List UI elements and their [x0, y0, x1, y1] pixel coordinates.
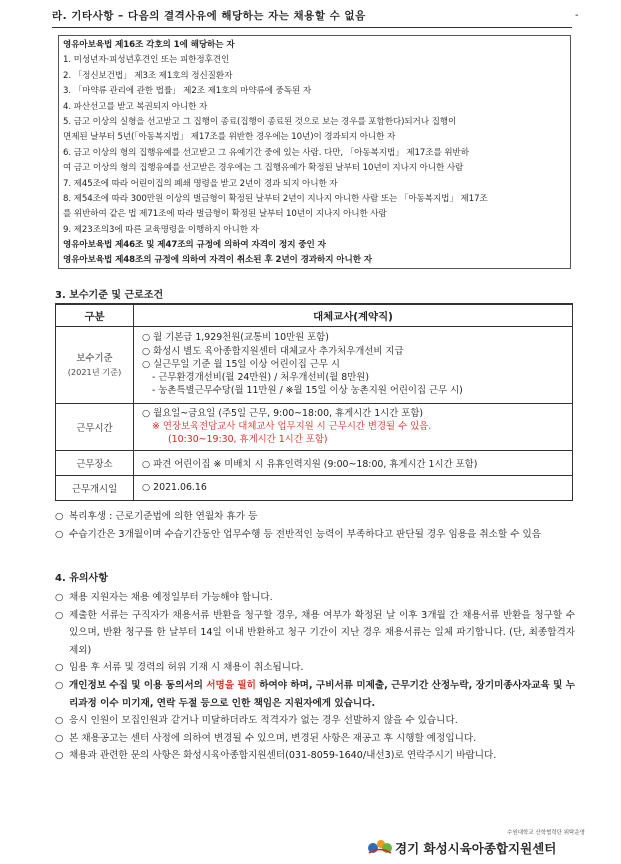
pay-notes — [55, 508, 575, 543]
note-item — [55, 747, 575, 765]
hours-label: 근무시간 — [56, 403, 134, 450]
pay-sublabel: (2021년 기준) — [67, 366, 122, 377]
note-text: 채용과 관련한 문의 사항은 화성시육아종합지원센터(031-8059-1640/내선3)로 연락주시기 바랍니다. — [69, 750, 497, 762]
hours-note-2: (10:30~19:30, 휴게시간 1시간 포함) — [168, 434, 328, 446]
note-privacy-part-b: 하여야 하며, 구비서류 미제출, 근무기간 산정누락, 장기미종사자교육 및 누리과정 이수 미기재, 연락 두절 등으로 인한 책임은 지원자에게 있습니다. — [69, 679, 575, 709]
note-text: 응시 인원이 모집인원과 같거나 미달하더라도 적격자가 없는 경우 선발하지 않을 수 있습니다. — [69, 715, 458, 727]
pay-row — [56, 326, 573, 403]
footer — [0, 828, 621, 864]
disqualification-line: 영유아보육법 제16조 각호의 1에 해당하는 자 — [63, 40, 235, 50]
pay-note-text: 수습기간은 3개월이며 수습기간동안 업무수행 등 전반적인 능력이 부족하다고 판단될 경우 임용을 취소할 수 있음 — [69, 528, 542, 540]
section-heading-other-text: 라. 기타사항 – 다음의 결격사유에 해당하는 자는 채용할 수 없음 — [52, 10, 366, 22]
note-item — [55, 712, 575, 730]
section-heading-other — [52, 8, 572, 28]
pay-line-2: ○ 화성시 별도 육아종합지원센터 대체교사 추가처우개선비 지급 — [142, 345, 404, 357]
bullet-icon: ○ — [55, 715, 64, 727]
notes-list — [55, 589, 575, 765]
disqualification-line: 6. 금고 이상의 형의 집행유예를 선고받고 그 유예기간 중에 있는 사람. 다만, 「아동복지법」 제17조를 위반하 — [63, 147, 469, 158]
note-item — [55, 730, 575, 748]
pay-table-header-row — [56, 304, 573, 326]
note-privacy-part-a: 개인정보 수집 및 이용 동의서의 — [69, 679, 207, 691]
col-header-substitute-teacher: 대체교사(계약직) — [134, 304, 573, 326]
disqualification-line: 여 금고 이상의 형의 집행유예를 선고받은 경우에는 그 집행유예가 확정된 날부터 10년이 지나지 아니한 사람 — [63, 163, 464, 174]
note-item — [55, 677, 575, 712]
bullet-icon: ○ — [55, 592, 64, 603]
hours-note-1: ※ 연장보육전담교사 대체교사 업무지원 시 근무시간 변경될 수 있음. — [152, 420, 432, 432]
disqualification-line: 8. 제54조에 따라 300만원 이상의 벌금형이 확정된 날부터 2년이 지나지 아니한 사람 또는 「아동복지법」 제17조 — [63, 193, 488, 204]
pay-note-text: 복리후생 : 근로기준법에 의한 연월차 휴가 등 — [69, 511, 258, 522]
bullet-icon: ○ — [55, 528, 64, 540]
section-heading-notes: 4. 유의사항 — [55, 573, 108, 584]
disqualification-line: 면제된 날부터 5년(「아동복지법」 제17조를 위반한 경우에는 10년)이 경과되지 아니한 자 — [63, 132, 396, 143]
start-line: ○ 2021.06.16 — [134, 475, 573, 500]
pay-line-5: - 농촌특별근무수당(월 11만원 / ※월 15일 이상 농촌지원 어린이집 근무 시) — [152, 385, 463, 397]
disqualification-line: 9. 제23조의3에 따른 교육명령을 이행하지 아니한 자 — [63, 224, 259, 235]
center-logo-icon — [367, 837, 393, 855]
hours-row — [56, 403, 573, 450]
note-item — [55, 659, 575, 677]
disqualification-line: 를 위반하여 같은 법 제71조에 따라 벌금형이 확정된 날부터 10년이 지나지 아니한 사람 — [63, 209, 387, 220]
disqualification-box — [58, 35, 571, 269]
bullet-icon: ○ — [55, 662, 64, 674]
pay-line-4: - 근무환경개선비(월 24만원) / 처우개선비(월 8만원) — [152, 372, 369, 384]
disqualification-line: 2. 「정신보건법」 제3조 제1호의 정신질환자 — [63, 70, 233, 81]
start-label: 근무개시일 — [56, 475, 134, 500]
pay-label: 보수기준 — [76, 352, 113, 364]
col-header-category: 구분 — [56, 304, 134, 326]
disqualification-line: 5. 금고 이상의 실형을 선고받고 그 집행이 종료(집행이 종료된 것으로 보는 경우를 포함한다)되거나 집행이 — [63, 116, 457, 127]
note-item — [55, 589, 575, 607]
pay-note-item — [55, 526, 575, 544]
pay-line-1: ○ 월 기본급 1,929천원(교통비 10만원 포함) — [142, 332, 329, 344]
note-text: 본 채용공고는 센터 사정에 의하여 변경될 수 있으며, 변경된 사항은 재공고 후 시행할 예정입니다. — [69, 732, 477, 744]
note-privacy-red: 서명을 필히 — [206, 679, 256, 691]
disqualification-line: 1. 미성년자·피성년후견인 또는 피한정후견인 — [63, 55, 230, 66]
pay-line-3: ○ 실근무일 기준 월 15일 이상 어린이집 근무 시 — [142, 358, 340, 370]
disqualification-line: 영유아보육법 제46조 및 제47조의 규정에 의하여 자격이 정지 중인 자 — [63, 240, 326, 251]
disqualification-line: 7. 제45조에 따라 어린이집의 폐쇄 명령을 받고 2년이 경과 되지 아니한 자 — [63, 178, 338, 189]
footer-center-name: 경기 화성시육아종합지원센터 — [395, 841, 557, 856]
bullet-icon: ○ — [55, 511, 64, 522]
place-label: 근무장소 — [56, 450, 134, 475]
footer-operator: 수원대학교 산학협력단 위탁운영 — [507, 830, 585, 836]
bullet-icon: ○ — [55, 609, 64, 621]
disqualification-line: 4. 파산선고를 받고 복권되지 아니한 자 — [63, 101, 208, 112]
hours-row-content — [134, 403, 573, 450]
disqualification-line: 3. 「마약류 관리에 관한 법률」 제2조 제1호의 마약류에 중독된 자 — [63, 86, 312, 97]
place-row — [56, 450, 573, 475]
place-line: ○ 파견 어린이집 ※ 미배치 시 유휴인력지원 (9:00~18:00, 휴게시간 1시간 포함) — [134, 450, 573, 475]
pay-note-item — [55, 508, 575, 526]
pay-table — [55, 303, 573, 501]
section-heading-pay: 3. 보수기준 및 근로조건 — [55, 290, 164, 301]
note-item — [55, 607, 575, 660]
note-text: 제출한 서류는 구직자가 채용서류 반환을 청구할 경우, 채용 여부가 확정된 날 이후 3개월 간 채용서류 반환을 청구할 수 있으며, 반환 청구를 한 날부터 14일 이내 반환하고 청구 기간이 지난 경우 채용서류는 일체 파기합니다. (단, 최종합격자 제외) — [69, 609, 575, 656]
bullet-icon: ○ — [55, 732, 64, 744]
disqualification-line: 영유아보육법 제48조의 규정에 의하여 자격이 취소된 후 2년이 경과하지 아니한 자 — [63, 255, 373, 266]
note-text: 채용 지원자는 채용 예정일부터 가능해야 합니다. — [69, 592, 273, 603]
page-mark: - — [575, 10, 579, 21]
pay-row-content — [134, 326, 573, 403]
bullet-icon: ○ — [55, 679, 64, 691]
pay-row-label-cell — [56, 326, 134, 403]
start-row — [56, 475, 573, 500]
note-text: 임용 후 서류 및 경력의 허위 기재 시 채용이 취소됩니다. — [69, 662, 304, 674]
hours-line: ○ 월요일~금요일 (주5일 근무, 9:00~18:00, 휴게시간 1시간 포함) — [142, 407, 424, 419]
bullet-icon: ○ — [55, 750, 64, 762]
note-text-privacy — [69, 677, 575, 712]
